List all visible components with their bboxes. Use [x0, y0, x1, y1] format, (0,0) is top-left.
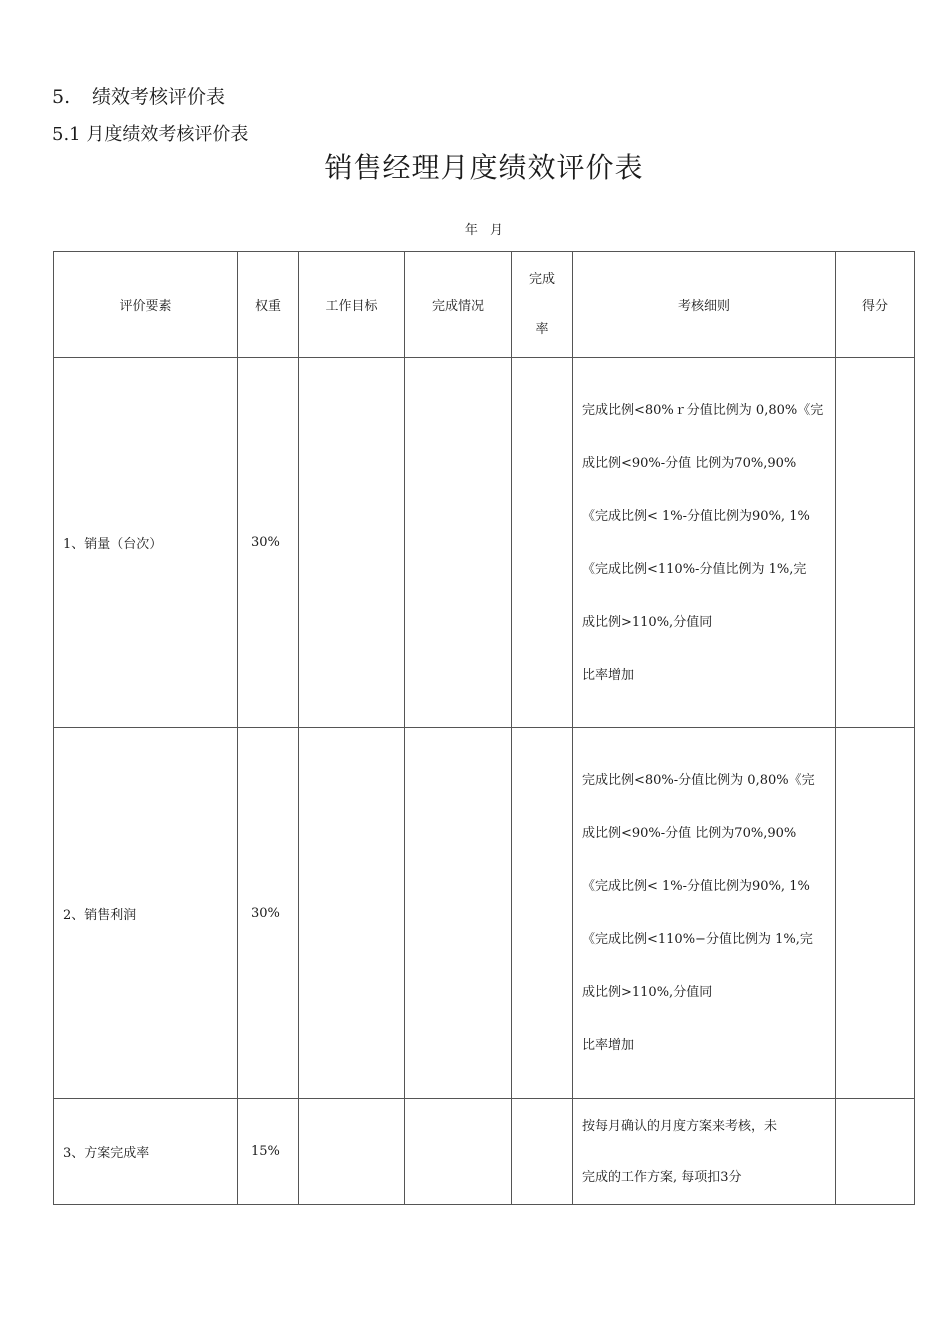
- header-status: 完成情况: [405, 252, 512, 358]
- header-rate-line2: 率: [535, 321, 549, 337]
- evaluation-table: [53, 251, 915, 1205]
- cell-score: [836, 1099, 915, 1205]
- rule-line: 完成的工作方案, 每项扣3分: [582, 1169, 742, 1185]
- rule-line: 成比例<90%-分值 比例为70%,90%: [582, 826, 797, 841]
- cell-rate: [512, 728, 573, 1099]
- cell-target: [299, 728, 405, 1099]
- section-heading: [52, 82, 225, 109]
- cell-rules: [573, 1099, 836, 1205]
- cell-status: [405, 1099, 512, 1205]
- header-weight: 权重: [238, 252, 299, 358]
- header-rules: 考核细则: [573, 252, 836, 358]
- rule-line: 成比例>110%,分值同: [582, 985, 713, 1000]
- date-line: 年 月: [464, 223, 504, 238]
- cell-weight: 30%: [238, 728, 299, 1099]
- cell-element: 1、销量（台次）: [54, 358, 238, 728]
- section-number: 5.: [52, 86, 71, 108]
- section-title: 绩效考核评价表: [92, 86, 226, 108]
- rule-line: 成比例<90%-分值 比例为70%,90%: [582, 455, 797, 471]
- table-header-row: [54, 252, 915, 358]
- cell-score: [836, 358, 915, 728]
- rule-line: 比率增加: [582, 667, 635, 683]
- cell-rules: [573, 358, 836, 728]
- header-score: 得分: [836, 252, 915, 358]
- header-target: 工作目标: [299, 252, 405, 358]
- rule-line: 《完成比例< 1%-分值比例为90%, 1%: [582, 508, 810, 524]
- rule-line: 《完成比例<110%-分值比例为 1%,完: [582, 561, 807, 577]
- cell-weight: 15%: [238, 1099, 299, 1205]
- header-element: 评价要素: [54, 252, 238, 358]
- table-row: [54, 728, 915, 1099]
- cell-rules: [573, 728, 836, 1099]
- rule-line: 成比例>110%,分值同: [582, 614, 713, 630]
- cell-target: [299, 1099, 405, 1205]
- rule-line: 按每月确认的月度方案来考核，未: [582, 1118, 778, 1134]
- header-rate-line1: 完成: [528, 271, 555, 287]
- rule-line: 《完成比例< 1%-分值比例为90%, 1%: [582, 879, 810, 894]
- cell-element: 3、方案完成率: [54, 1099, 238, 1205]
- cell-status: [405, 358, 512, 728]
- rule-line: 《完成比例<110%−分值比例为 1%,完: [582, 932, 813, 947]
- cell-weight: 30%: [238, 358, 299, 728]
- cell-rate: [512, 1099, 573, 1205]
- table-row: [54, 358, 915, 728]
- document-title: 销售经理月度绩效评价表: [324, 151, 644, 184]
- cell-score: [836, 728, 915, 1099]
- table-row: [54, 1099, 915, 1205]
- rule-line: 比率增加: [582, 1038, 635, 1053]
- header-rate: [512, 252, 573, 358]
- rule-line: 完成比例<80%-分值比例为 0,80%《完: [582, 773, 815, 788]
- cell-status: [405, 728, 512, 1099]
- cell-target: [299, 358, 405, 728]
- rule-line: 完成比例<80%ｒ分值比例为 0,80%《完: [582, 402, 824, 418]
- subsection-heading: 5.1 月度绩效考核评价表: [52, 124, 249, 145]
- cell-element: 2、销售利润: [54, 728, 238, 1099]
- cell-rate: [512, 358, 573, 728]
